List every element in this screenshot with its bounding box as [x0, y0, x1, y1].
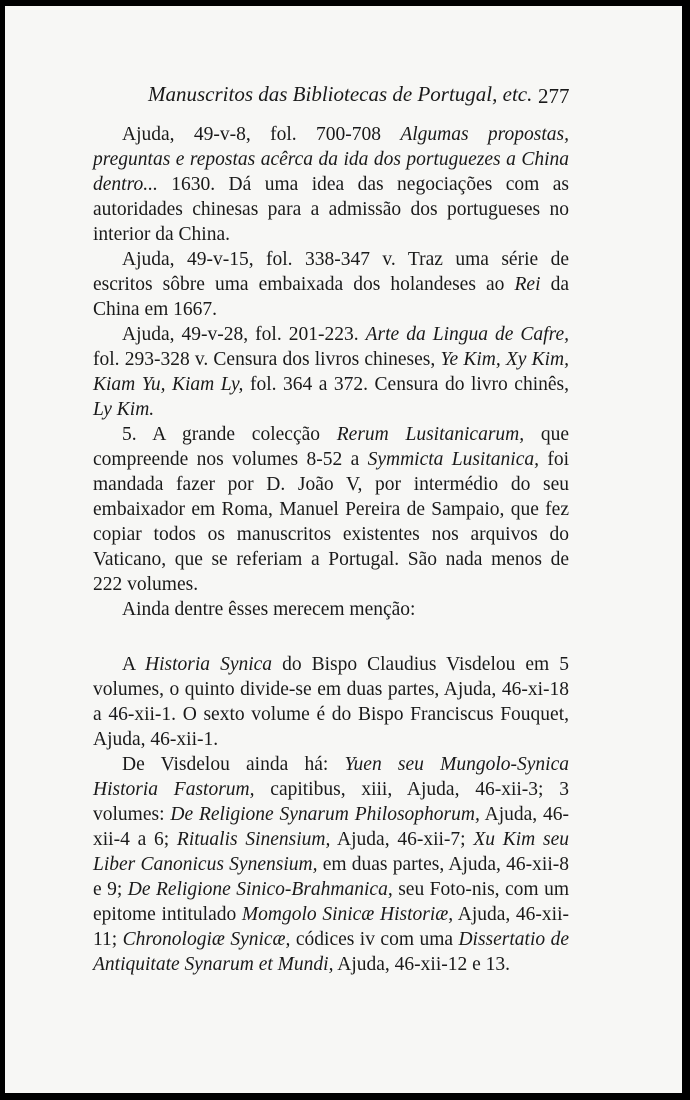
running-title: Manuscritos das Bibliotecas de Portugal, etc.	[148, 82, 533, 106]
symmicta-lusitanica-title: Symmicta Lusitanica,	[367, 449, 539, 470]
title-xu-kim: Xu Kim seu Liber Canonicus Synensium,	[93, 829, 569, 875]
paragraph-ainda-dentre: Ainda dentre êsses merecem menção:	[122, 599, 416, 620]
paragraph-5-rerum-lusitanicarum: 5. A grande colecção Rerum Lusitanicarum, que compreende nos volumes 8-52 a Symmicta Lusitanica, foi mandada fazer por D. João V, por intermédio do seu embaixador em Roma, Manuel Pereira de Sampaio, que fez copiar todos os manuscritos existentes nos arquivos do Vaticano, que se referiam a Portugal. São nada menos de 222 volumes.	[93, 424, 569, 595]
section-gap	[93, 622, 569, 652]
rei-italic: Rei	[514, 274, 541, 295]
paragraph-ajuda-49-v-28: Ajuda, 49-v-28, fol. 201-223. Arte da Lingua de Cafre, fol. 293-328 v. Censura dos livros chineses, Ye Kim, Xy Kim, Kiam Yu, Kiam Ly, fol. 364 a 372. Censura do livro chinês, Ly Kim.	[93, 324, 569, 420]
page-number: 277	[538, 84, 570, 108]
ly-kim-title: Ly Kim.	[93, 399, 155, 420]
title-de-religione-sinico: De Religione Sinico-Brahmanica,	[127, 879, 393, 900]
paragraph-ajuda-49-v-8: Ajuda, 49-v-8, fol. 700-708 Algumas propostas, preguntas e repostas acêrca da ida dos portuguezes a China dentro... 1630. Dá uma idea das negociações com as autoridades chinesas para a admissão dos portugueses no interior da China.	[93, 124, 569, 245]
chinese-books-titles: Ye Kim, Xy Kim, Kiam Yu, Kiam Ly,	[93, 349, 569, 395]
page-body	[93, 122, 569, 977]
title-algumas-propostas: Algumas propostas, preguntas e repostas acêrca da ida dos portuguezes a China dentro...	[93, 124, 569, 195]
title-ritualis-sinensium: Ritualis Sinensium,	[176, 829, 331, 850]
title-yuen-seu: Yuen seu Mungolo-Synica Historia Fastorum,	[93, 754, 569, 800]
title-dissertatio: Dissertatio de Antiquitate Synarum et Mundi,	[93, 929, 569, 975]
title-arte-da-lingua: Arte da Lingua de Cafre,	[365, 324, 569, 345]
book-page	[5, 6, 682, 1093]
paragraph-historia-synica: A Historia Synica do Bispo Claudius Visdelou em 5 volumes, o quinto divide-se em duas partes, Ajuda, 46-xi-18 a 46-xii-1. O sexto volume é do Bispo Franciscus Fouquet, Ajuda, 46-xii-1.	[93, 654, 569, 750]
title-momgolo: Momgolo Sinicæ Historiæ,	[241, 904, 454, 925]
paragraph-de-visdelou: De Visdelou ainda há: Yuen seu Mungolo-Synica Historia Fastorum, capitibus, xiii, Ajuda, 46-xii-3; 3 volumes: De Religione Synarum Philosophorum, Ajuda, 46-xii-4 a 6; Ritualis Sinensium, Ajuda, 46-xii-7; Xu Kim seu Liber Canonicus Synensium, em duas partes, Ajuda, 46-xii-8 e 9; De Religione Sinico-Brahmanica, seu Foto-nis, com um epitome intitulado Momgolo Sinicæ Historiæ, Ajuda, 46-xii-11; Chronologiæ Synicæ, códices iv com uma Dissertatio de Antiquitate Synarum et Mundi, Ajuda, 46-xii-12 e 13.	[93, 754, 570, 975]
paragraph-ajuda-49-v-15: Ajuda, 49-v-15, fol. 338-347 v. Traz uma série de escritos sôbre uma embaixada dos holandeses ao Rei da China em 1667.	[93, 249, 569, 320]
rerum-lusitanicarum-title: Rerum Lusitanicarum,	[336, 424, 525, 445]
historia-synica-title: Historia Synica	[145, 654, 273, 675]
title-chronologiae: Chronologiæ Synicæ,	[122, 929, 291, 950]
title-de-religione-synarum: De Religione Synarum Philosophorum,	[170, 804, 480, 825]
